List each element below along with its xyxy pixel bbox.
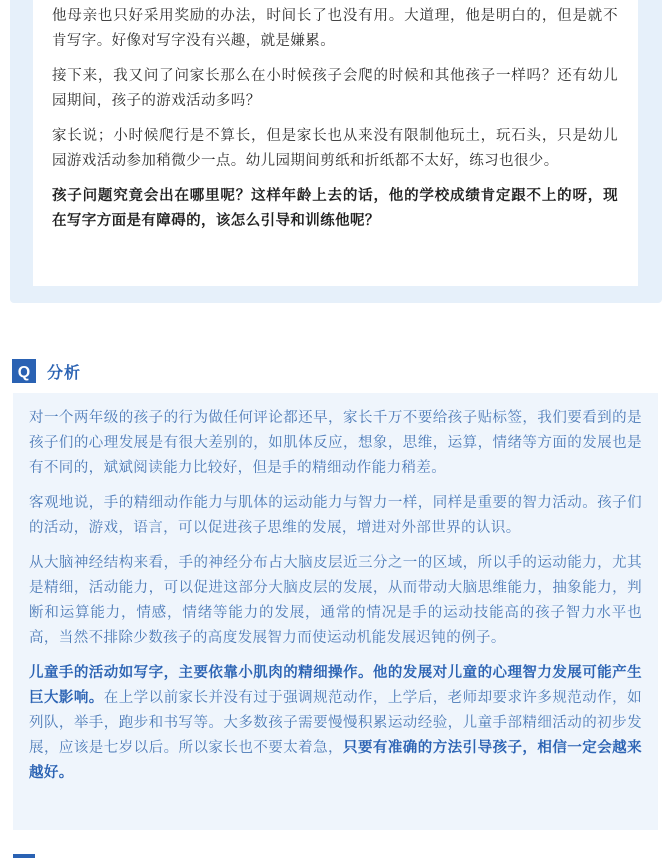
analysis-paragraph-3: 从大脑神经结构来看，手的神经分布占大脑皮层近三分之一的区域，所以手的运动能力，尤其是精细，活动能力，可以促进这部分大脑皮层的发展，从而带动大脑思维能力，抽象能力，判断和运算能力，情感，情绪等能力的发展，通常的情况是手的运动技能高的孩子智力水平也高，当然不排除少数孩子的高度发展智力而使运动机能发展迟钝的例子。	[29, 555, 642, 646]
analysis-emphasis-1: 儿童手的活动如写字，主要依靠小肌肉的精细操作。他的发展对儿童的心理智力发展可能产生巨大影响。	[29, 665, 642, 706]
q-letter: Q	[17, 364, 31, 381]
next-section-marker	[13, 854, 35, 858]
case-card	[33, 0, 638, 286]
analysis-paragraph-4	[29, 661, 642, 786]
analysis-emphasis-2: 只要有准确的方法引导孩子，相信一定会越来越好。	[29, 740, 642, 781]
case-paragraph-3: 家长说；小时候爬行是不算长，但是家长也从来没有限制他玩土，玩石头，只是幼儿园游戏活动参加稍微少一点。幼儿园期间剪纸和折纸都不太好，练习也很少。	[52, 128, 618, 169]
analysis-paragraph-2: 客观地说，手的精细动作能力与肌体的运动能力与智力一样，同样是重要的智力活动。孩子们的活动，游戏，语言，可以促进孩子思维的发展，增进对外部世界的认识。	[29, 495, 642, 536]
analysis-text: 在上学以前家长并没有过于强调规范动作，上学后，老师却要求许多规范动作，如列队，举手，跑步和书写等。大多数孩子需要慢慢积累运动经验，儿童手部精细活动的初步发展，应该是七岁以后。所以家长也不要太着急，	[29, 690, 642, 756]
case-question: 孩子问题究竟会出在哪里呢？这样年龄上去的话，他的学校成绩肯定跟不上的呀，现在写字方面是有障碍的，该怎么引导和训练他呢？	[52, 188, 618, 229]
case-paragraph-2: 接下来，我又问了问家长那么在小时候孩子会爬的时候和其他孩子一样吗？还有幼儿园期间，孩子的游戏活动多吗？	[52, 68, 618, 109]
analysis-box	[13, 393, 658, 830]
analysis-title: 分析	[47, 362, 82, 382]
analysis-header	[12, 359, 81, 383]
case-paragraph-1: 他母亲也只好采用奖励的办法，时间长了也没有用。大道理，他是明白的，但是就不肯写字。好像对写字没有兴趣，就是嫌累。	[52, 8, 618, 49]
q-letter-icon	[12, 359, 36, 383]
analysis-paragraph-1: 对一个两年级的孩子的行为做任何评论都还早，家长千万不要给孩子贴标签，我们要看到的是孩子们的心理发展是有很大差别的，如肌体反应，想象，思维，运算，情绪等方面的发展也是有不同的，斌斌阅读能力比较好，但是手的精细动作能力稍差。	[29, 410, 642, 476]
q-badge-icon	[12, 359, 36, 383]
